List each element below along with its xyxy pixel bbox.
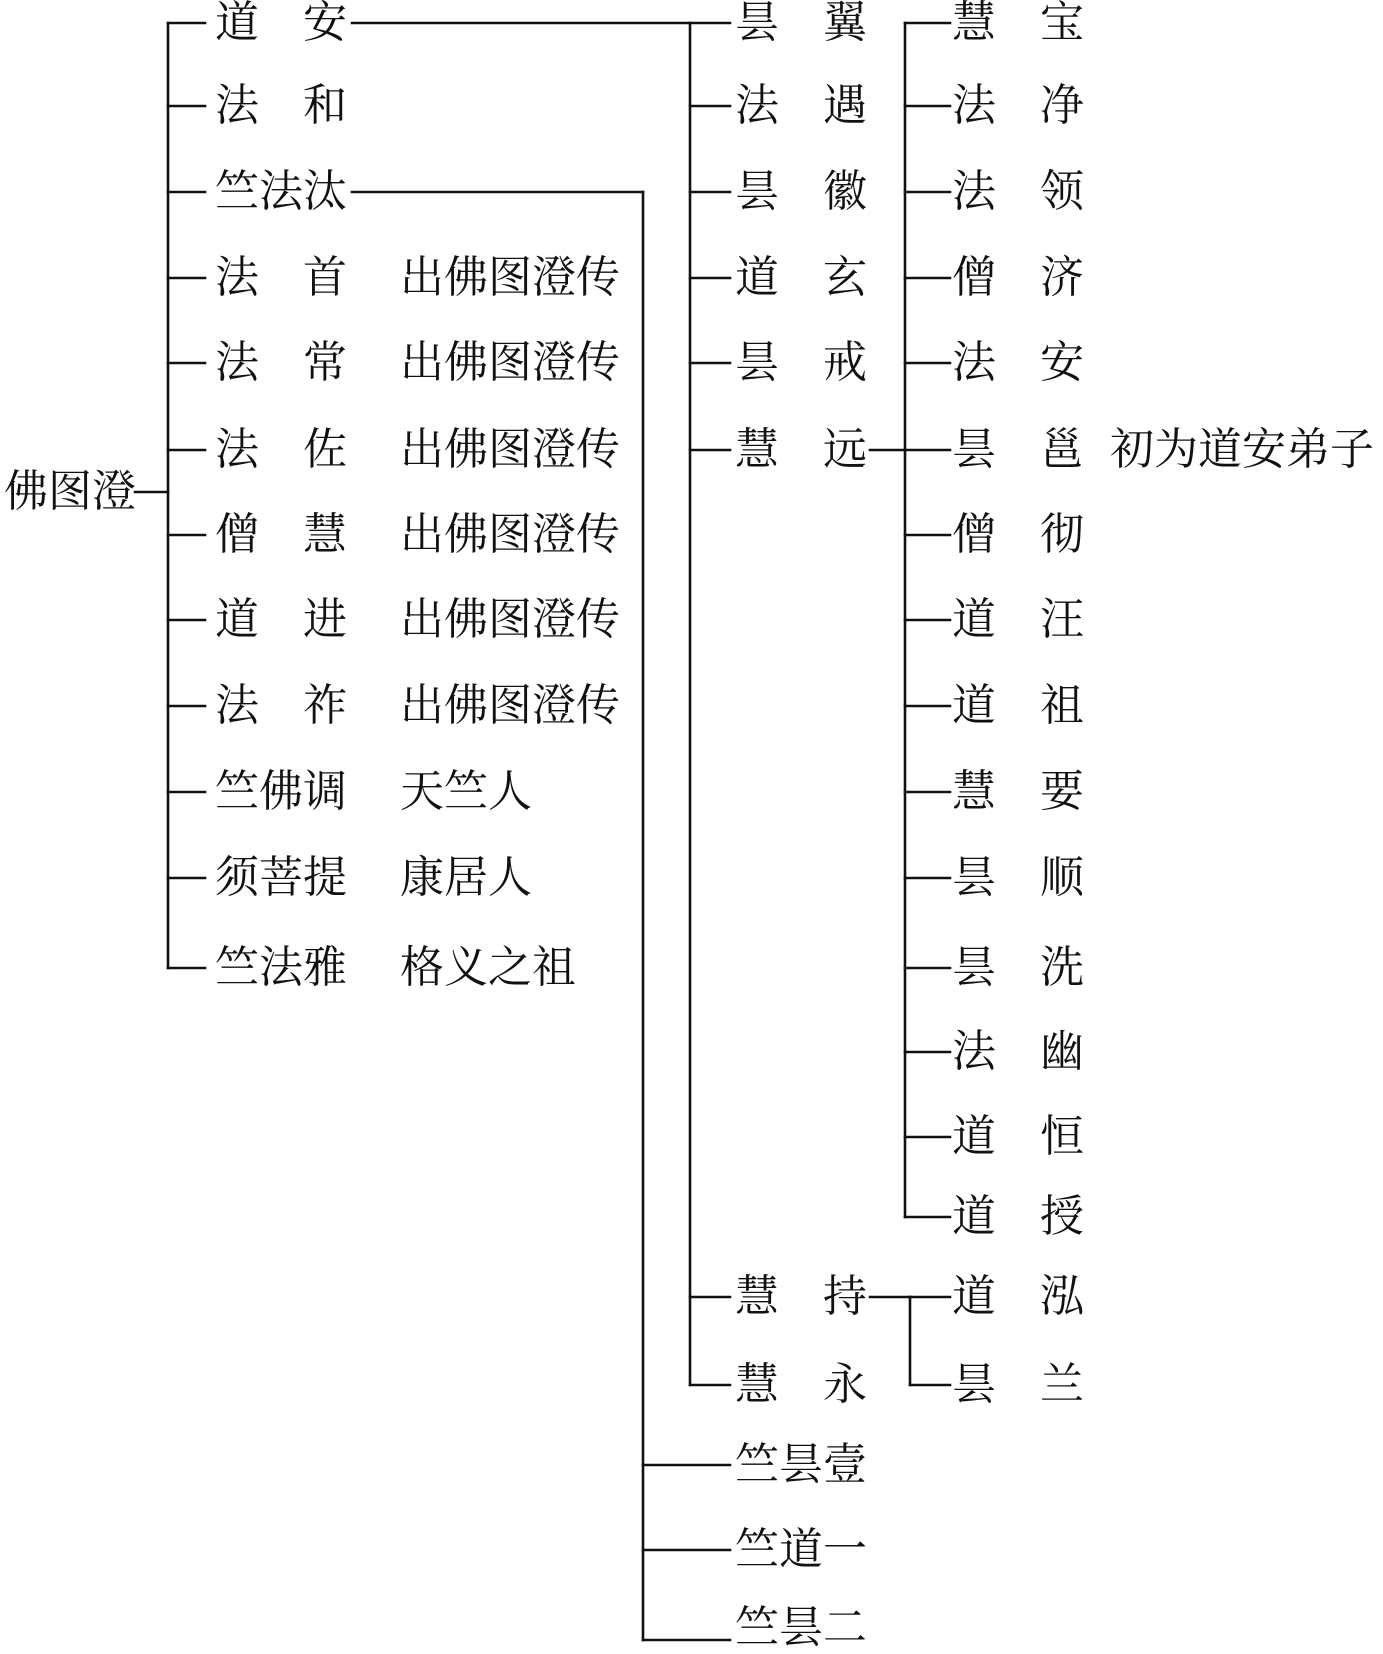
node-col1-name: 法和 [215,80,391,131]
node-col1-name: 竺佛调 [215,766,347,817]
node-col1-name: 道进 [215,594,391,645]
node-huiyuan-disciple: 道汪 [952,594,1128,645]
node-col1-note: 出佛图澄传 [400,252,620,303]
node-col1-note: 天竺人 [400,766,532,817]
node-col1-name: 竺法汰 [215,166,347,217]
node-daoan-disciple: 法遇 [735,80,911,131]
node-huiyuan-disciple: 僧彻 [952,509,1128,560]
node-col1-note: 格义之祖 [400,942,576,993]
node-huiyuan-disciple: 昙洗 [952,942,1128,993]
node-col1-name: 须菩提 [215,852,347,903]
node-col1-note: 出佛图澄传 [400,594,620,645]
node-col1-name: 法常 [215,337,391,388]
node-huiyuan-disciple: 慧宝 [952,0,1128,48]
node-huiyuan-disciple: 法幽 [952,1026,1128,1077]
node-daoan-disciple: 道玄 [735,252,911,303]
node-col1-note: 出佛图澄传 [400,424,620,475]
node-daoan-disciple: 慧远 [735,424,911,475]
node-col1-name: 法首 [215,252,391,303]
node-daoan-disciple: 慧持 [735,1271,911,1322]
node-root: 佛图澄 [4,466,136,517]
node-col1-name: 竺法雅 [215,942,347,993]
node-huiyuan-disciple: 法净 [952,80,1128,131]
node-fatai-disciple: 竺昙二 [735,1602,867,1653]
node-fatai-disciple: 竺道一 [735,1524,867,1575]
node-fatai-disciple: 竺昙壹 [735,1439,867,1490]
node-col1-note: 出佛图澄传 [400,509,620,560]
node-daoan-disciple: 昙徽 [735,166,911,217]
node-huiyuan-disciple: 道祖 [952,680,1128,731]
node-huichi-disciple: 昙兰 [952,1359,1128,1410]
node-huiyuan-disciple: 慧要 [952,766,1128,817]
node-huichi-disciple: 道泓 [952,1271,1128,1322]
node-huiyuan-disciple: 法领 [952,166,1128,217]
node-huiyuan-disciple: 道恒 [952,1111,1128,1162]
node-col1-note: 出佛图澄传 [400,680,620,731]
node-col1-name: 道安 [215,0,391,48]
node-col1-name: 法祚 [215,680,391,731]
node-col1-note: 出佛图澄传 [400,337,620,388]
node-col1-name: 法佐 [215,424,391,475]
node-daoan-disciple: 慧永 [735,1359,911,1410]
node-daoan-disciple: 昙戒 [735,337,911,388]
node-col1-name: 僧慧 [215,509,391,560]
node-huiyuan-disciple: 僧济 [952,252,1128,303]
node-huiyuan-disciple: 昙顺 [952,852,1128,903]
node-huiyuan-disciple: 法安 [952,337,1128,388]
node-huiyuan-disciple: 昙邕 [952,424,1128,475]
node-col1-note: 康居人 [400,852,532,903]
node-daoan-disciple: 昙翼 [735,0,911,48]
node-huiyuan-disciple-note: 初为道安弟子 [1110,424,1374,475]
node-huiyuan-disciple: 道授 [952,1191,1128,1242]
